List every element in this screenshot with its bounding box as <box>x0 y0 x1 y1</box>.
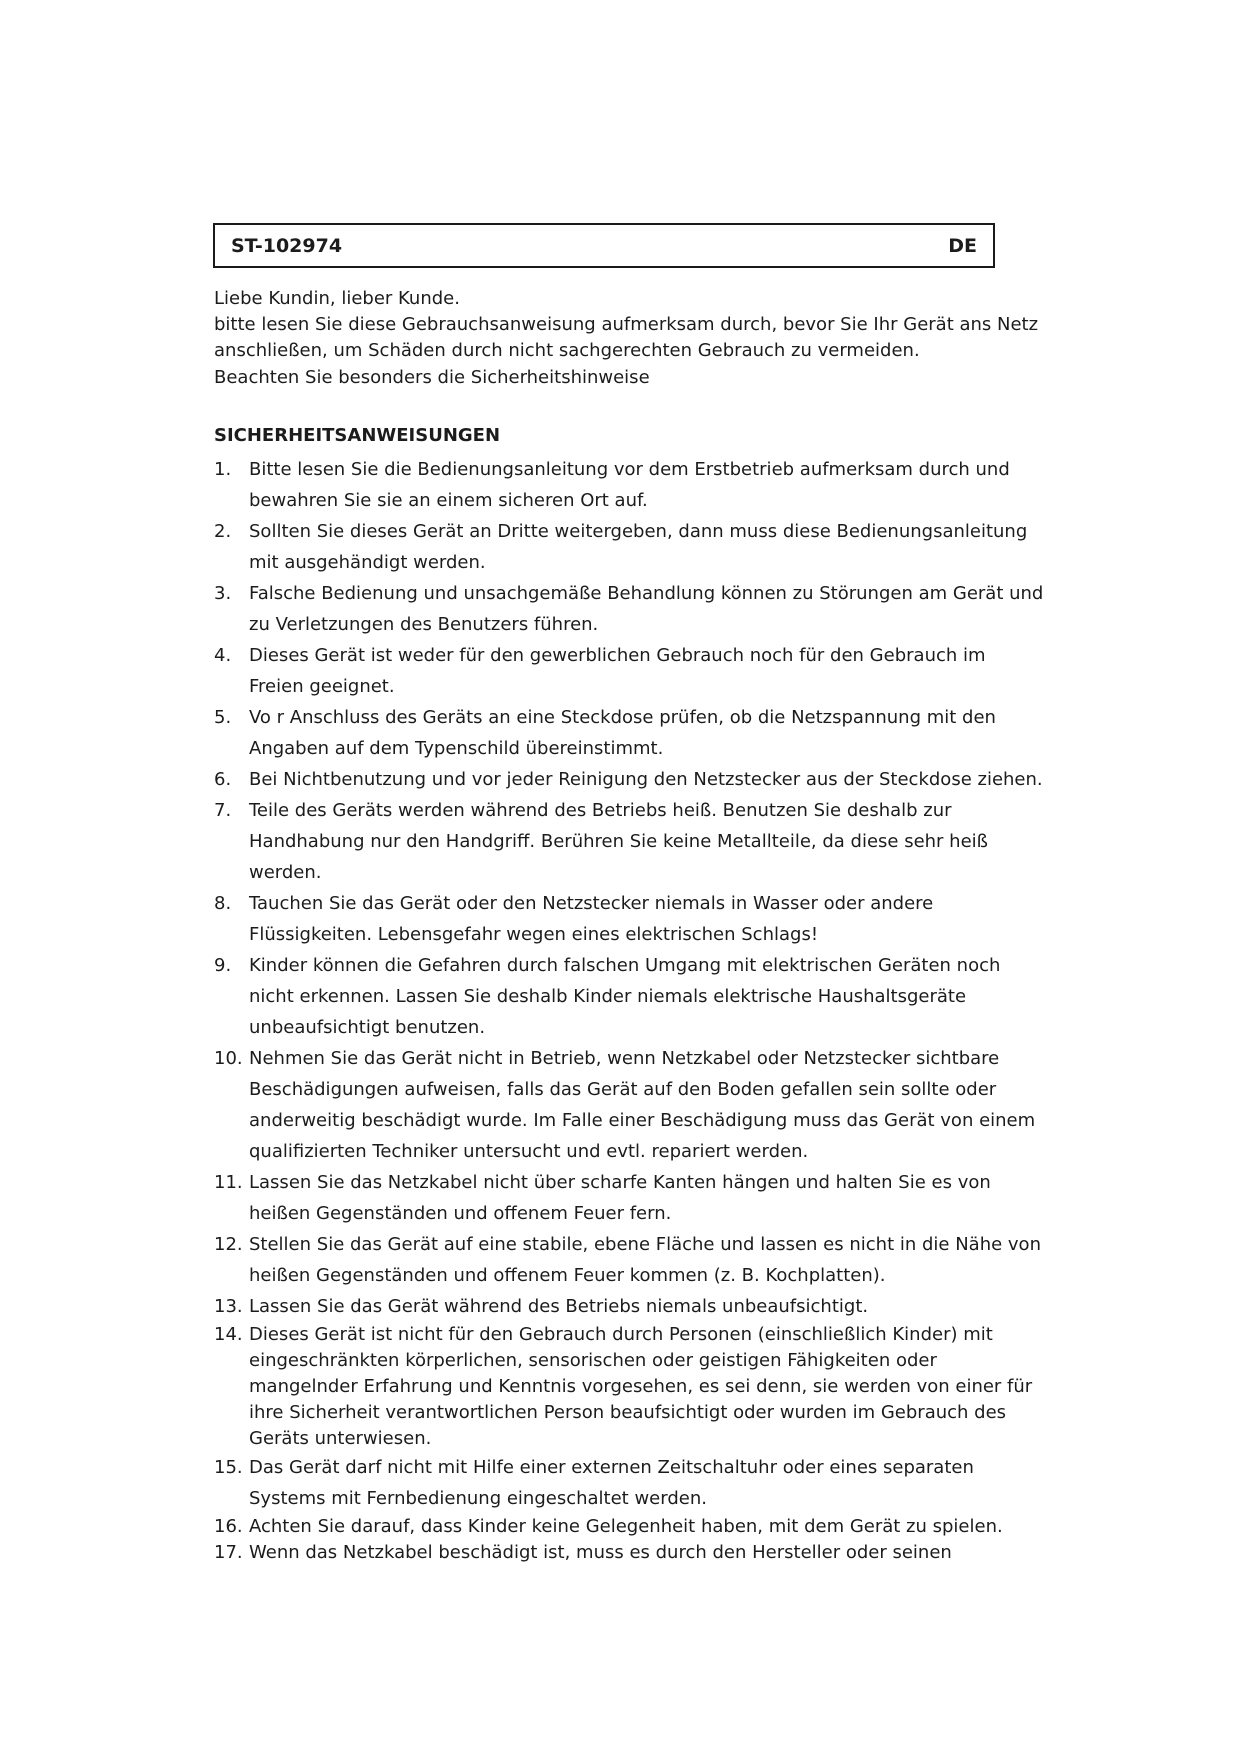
item-text: Nehmen Sie das Gerät nicht in Betrieb, wenn Netzkabel oder Netzstecker sichtbare Beschädigungen aufweisen, falls das Gerät auf den Boden gefallen sein sollte oder anderweitig beschädigt wurde. Im Falle einer Beschädigung muss das Gerät von einem qualifizierten Techniker untersucht und evtl. repariert werden. <box>249 1048 1036 1162</box>
item-number: 11. <box>214 1172 243 1193</box>
list-item <box>214 950 1044 1043</box>
language-code: DE <box>948 235 977 257</box>
item-number: 7. <box>214 800 232 821</box>
item-text: Falsche Bedienung und unsachgemäße Behandlung können zu Störungen am Gerät und zu Verletzungen des Benutzers führen. <box>249 583 1044 635</box>
list-item <box>214 702 1044 764</box>
list-item <box>214 454 1044 516</box>
list-item <box>214 1540 1044 1566</box>
item-number: 14. <box>214 1324 243 1345</box>
section-heading: SICHERHEITSANWEISUNGEN <box>214 425 501 446</box>
item-text: Vo r Anschluss des Geräts an eine Steckdose prüfen, ob die Netzspannung mit den Angaben auf dem Typenschild übereinstimmt. <box>249 707 996 759</box>
item-text: Das Gerät darf nicht mit Hilfe einer externen Zeitschaltuhr oder eines separaten Systems mit Fernbedienung eingeschaltet werden. <box>249 1457 974 1509</box>
item-number: 17. <box>214 1542 243 1563</box>
item-text: Wenn das Netzkabel beschädigt ist, muss es durch den Hersteller oder seinen <box>249 1542 952 1563</box>
list-item <box>214 1322 1044 1452</box>
intro-request: bitte lesen Sie diese Gebrauchsanweisung aufmerksam durch, bevor Sie Ihr Gerät ans Netz anschließen, um Schäden durch nicht sachgerechten Gebrauch zu vermeiden. <box>214 314 1039 361</box>
list-item <box>214 1043 1044 1167</box>
list-item <box>214 1291 1044 1322</box>
item-text: Kinder können die Gefahren durch falschen Umgang mit elektrischen Geräten noch nicht erkennen. Lassen Sie deshalb Kinder niemals elektrische Haushaltsgeräte unbeaufsichtigt benutzen. <box>249 955 1001 1038</box>
item-number: 5. <box>214 707 232 728</box>
item-text: Lassen Sie das Netzkabel nicht über scharfe Kanten hängen und halten Sie es von heißen Gegenständen und offenem Feuer fern. <box>249 1172 991 1224</box>
document-header <box>213 223 995 268</box>
list-item <box>214 578 1044 640</box>
list-item <box>214 888 1044 950</box>
list-item <box>214 1229 1044 1291</box>
item-number: 10. <box>214 1048 243 1069</box>
list-item <box>214 1167 1044 1229</box>
intro-text <box>214 285 1044 391</box>
item-text: Tauchen Sie das Gerät oder den Netzstecker niemals in Wasser oder andere Flüssigkeiten. Lebensgefahr wegen eines elektrischen Schlags! <box>249 893 934 945</box>
item-text: Achten Sie darauf, dass Kinder keine Gelegenheit haben, mit dem Gerät zu spielen. <box>249 1516 1003 1537</box>
list-item <box>214 640 1044 702</box>
item-number: 12. <box>214 1234 243 1255</box>
item-text: Sollten Sie dieses Gerät an Dritte weitergeben, dann muss diese Bedienungsanleitung mit ausgehändigt werden. <box>249 521 1028 573</box>
item-number: 9. <box>214 955 232 976</box>
list-item <box>214 1452 1044 1514</box>
item-number: 3. <box>214 583 232 604</box>
item-number: 2. <box>214 521 232 542</box>
item-number: 4. <box>214 645 232 666</box>
list-item <box>214 1514 1044 1540</box>
list-item <box>214 795 1044 888</box>
list-item <box>214 516 1044 578</box>
item-text: Teile des Geräts werden während des Betriebs heiß. Benutzen Sie deshalb zur Handhabung nur den Handgriff. Berühren Sie keine Metallteile, da diese sehr heiß werden. <box>249 800 989 883</box>
intro-note: Beachten Sie besonders die Sicherheitshinweise <box>214 367 650 388</box>
item-number: 8. <box>214 893 232 914</box>
safety-instructions-list <box>214 454 1044 1566</box>
item-number: 15. <box>214 1457 243 1478</box>
item-text: Dieses Gerät ist nicht für den Gebrauch durch Personen (einschließlich Kinder) mit eingeschränkten körperlichen, sensorischen oder geistigen Fähigkeiten oder mangelnder Erfahrung und Kenntnis vorgesehen, es sei denn, sie werden von einer für ihre Sicherheit verantwortlichen Person beaufsichtigt oder wurden im Gebrauch des Geräts unterwiesen. <box>249 1324 1033 1449</box>
item-number: 13. <box>214 1296 243 1317</box>
item-text: Lassen Sie das Gerät während des Betriebs niemals unbeaufsichtigt. <box>249 1296 869 1317</box>
greeting: Liebe Kundin, lieber Kunde. <box>214 288 460 309</box>
item-text: Bei Nichtbenutzung und vor jeder Reinigung den Netzstecker aus der Steckdose ziehen. <box>249 769 1043 790</box>
item-number: 6. <box>214 769 232 790</box>
item-number: 16. <box>214 1516 243 1537</box>
item-text: Stellen Sie das Gerät auf eine stabile, ebene Fläche und lassen es nicht in die Nähe von heißen Gegenständen und offenem Feuer kommen (z. B. Kochplatten). <box>249 1234 1041 1286</box>
item-text: Bitte lesen Sie die Bedienungsanleitung vor dem Erstbetrieb aufmerksam durch und bewahren Sie sie an einem sicheren Ort auf. <box>249 459 1010 511</box>
item-text: Dieses Gerät ist weder für den gewerblichen Gebrauch noch für den Gebrauch im Freien geeignet. <box>249 645 986 697</box>
list-item <box>214 764 1044 795</box>
product-code: ST-102974 <box>231 235 343 257</box>
item-number: 1. <box>214 459 232 480</box>
